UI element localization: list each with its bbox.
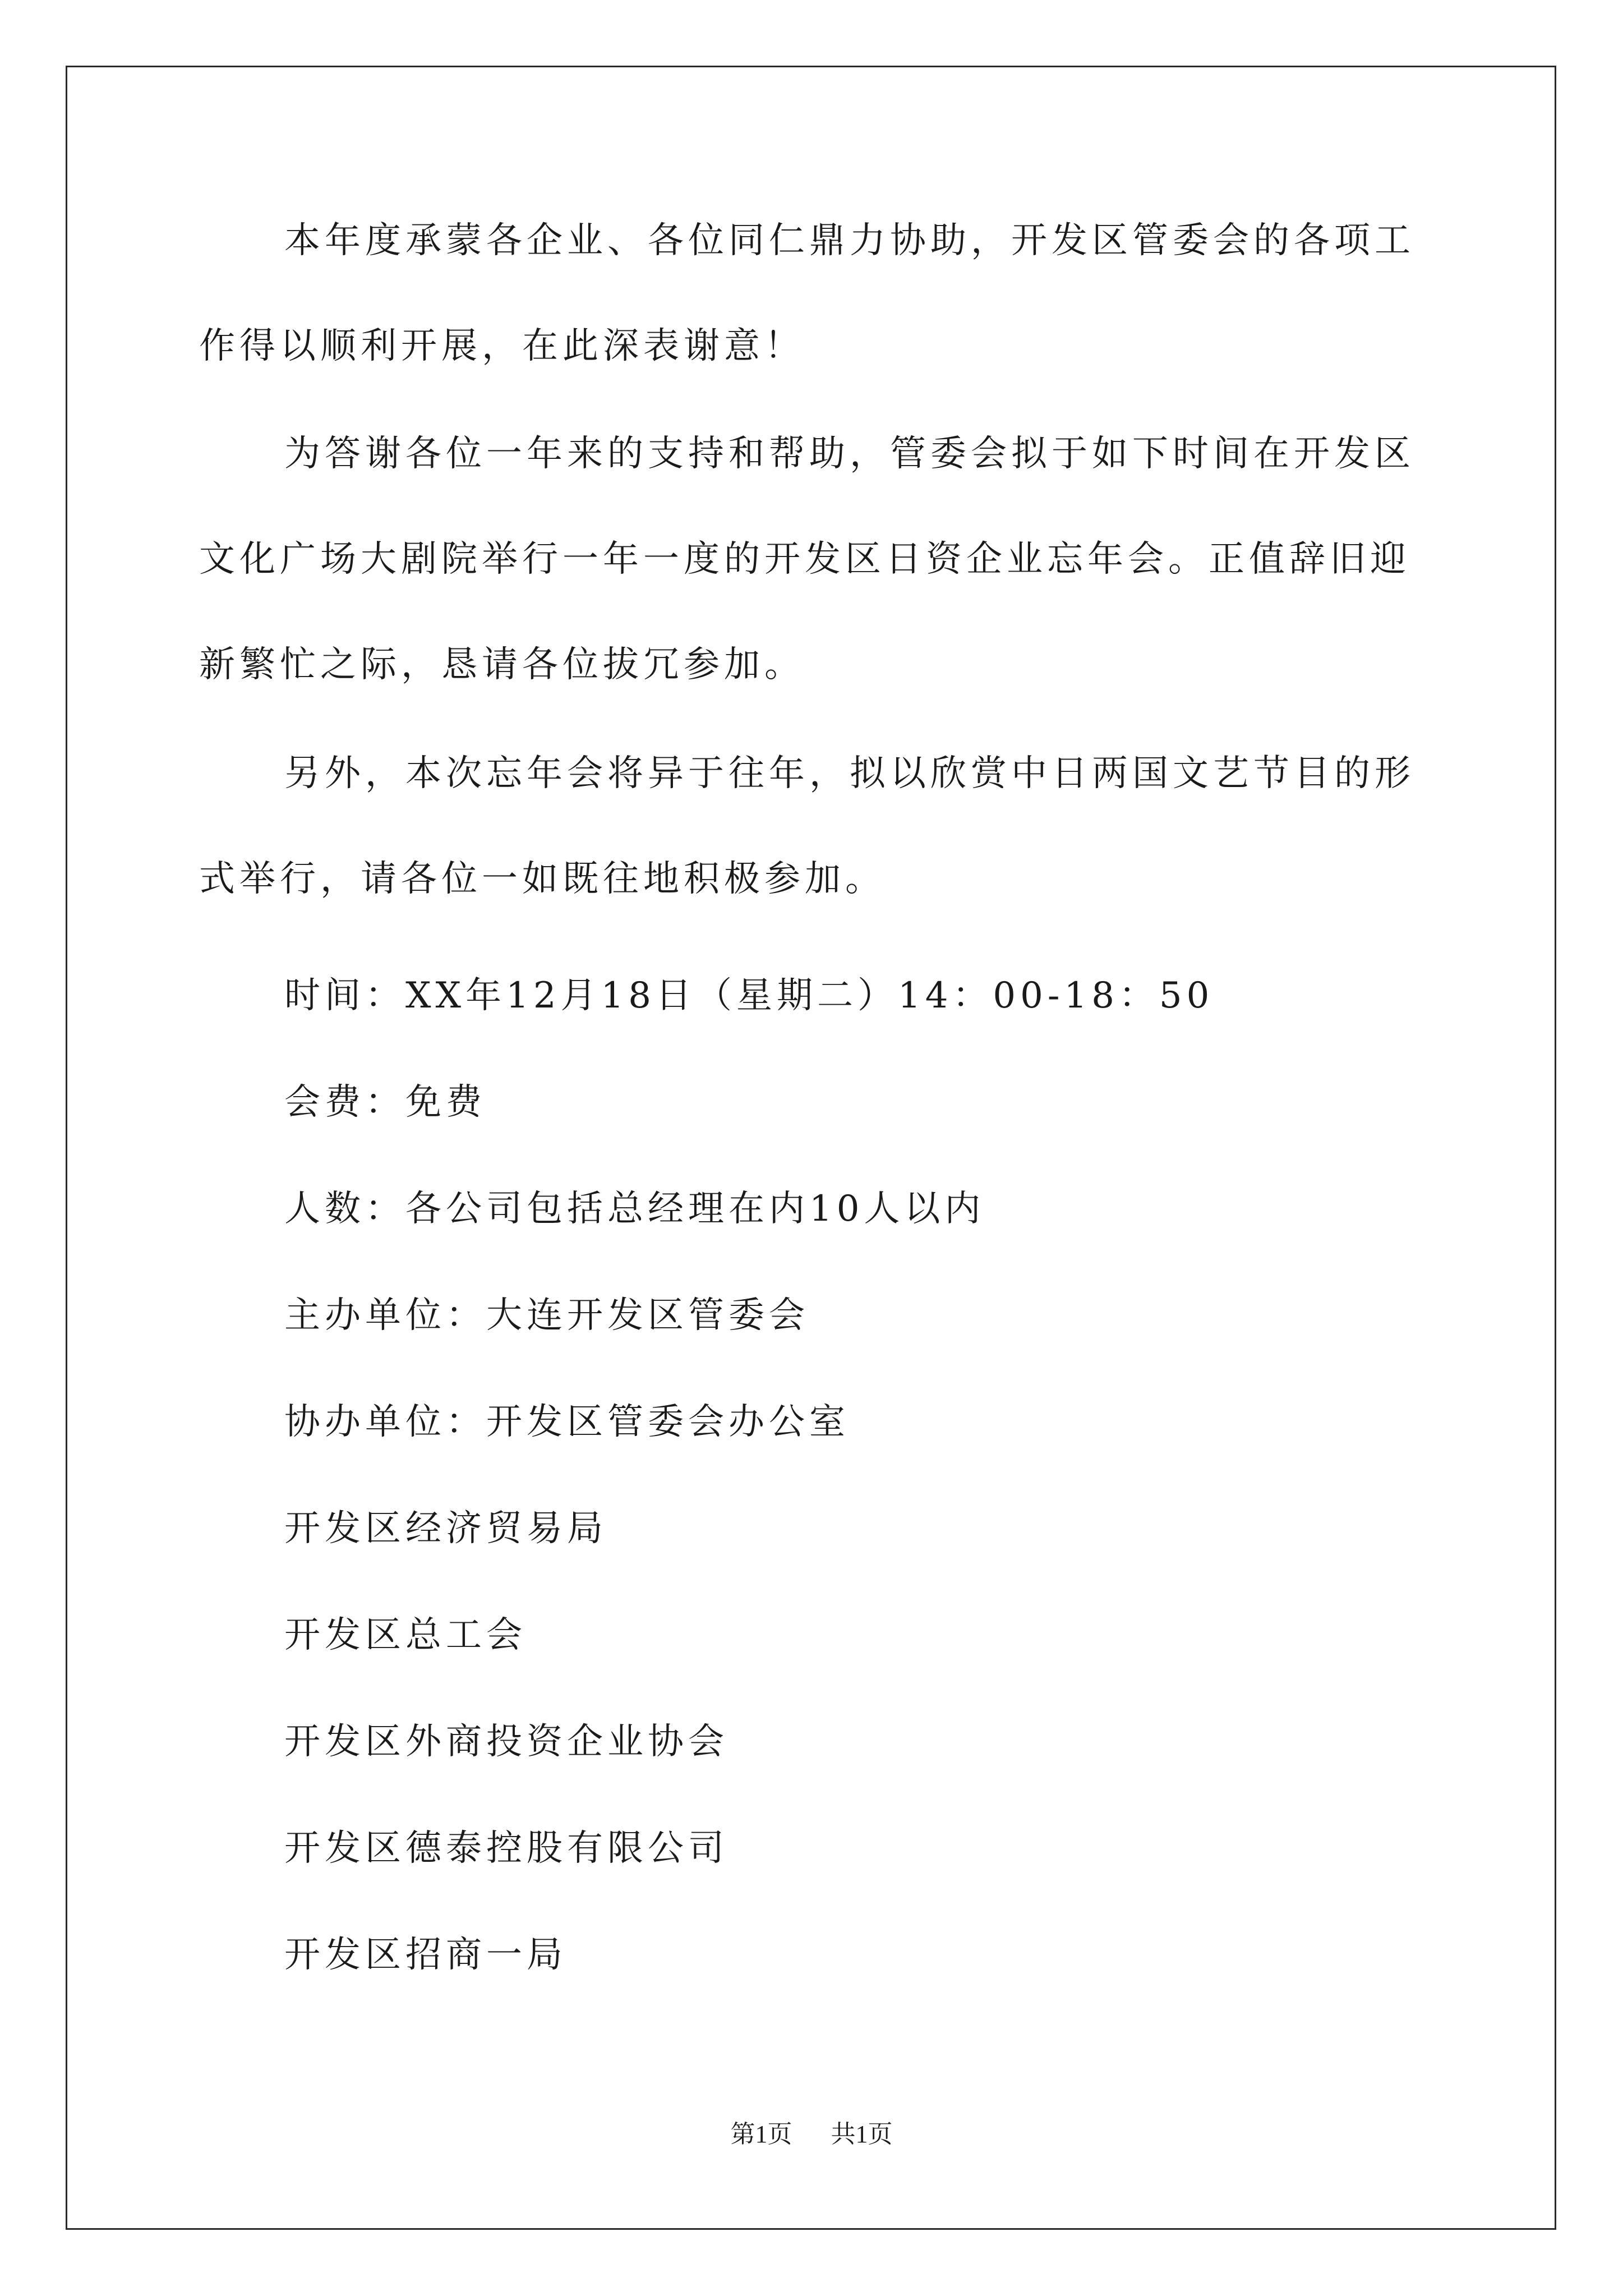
page-number: 第1页 xyxy=(730,2120,792,2148)
paragraph-format xyxy=(199,721,1422,932)
detail-fee: 会费：免费 xyxy=(284,1082,486,1123)
detail-co-organizer-item: 开发区招商一局 xyxy=(284,1934,567,1976)
footer-gap xyxy=(792,2120,831,2148)
paragraph-text: 本年度承蒙各企业、各位同仁鼎力协助，开发区管委会的各项工作得以顺利开展，在此深表谢意！ xyxy=(199,220,1415,367)
paragraph-text: 另外，本次忘年会将异于往年，拟以欣赏中日两国文艺节目的形式举行，请各位一如既往地积极参加。 xyxy=(199,753,1415,900)
detail-attendees: 人数：各公司包括总经理在内10人以内 xyxy=(284,1188,985,1230)
page-total: 共1页 xyxy=(831,2120,893,2148)
page-footer xyxy=(0,2114,1623,2150)
detail-co-organizer-item: 开发区经济贸易局 xyxy=(284,1508,607,1549)
detail-co-organizer-item: 开发区外商投资企业协会 xyxy=(284,1721,728,1763)
paragraph-thanks xyxy=(199,188,1422,399)
paragraph-invitation xyxy=(199,401,1422,717)
detail-time: 时间：XX年12月18日（星期二）14：00-18：50 xyxy=(284,975,1214,1016)
paragraph-text: 为答谢各位一年来的支持和帮助，管委会拟于如下时间在开发区文化广场大剧院举行一年一度的开发区日资企业忘年会。正值辞旧迎新繁忙之际，恳请各位拔冗参加。 xyxy=(199,433,1415,685)
detail-co-organizer-item: 开发区总工会 xyxy=(284,1614,527,1656)
detail-co-organizer-item: 开发区德泰控股有限公司 xyxy=(284,1828,728,1869)
detail-organizer: 主办单位：大连开发区管委会 xyxy=(284,1295,809,1336)
detail-co-organizer: 协办单位：开发区管委会办公室 xyxy=(284,1401,850,1443)
